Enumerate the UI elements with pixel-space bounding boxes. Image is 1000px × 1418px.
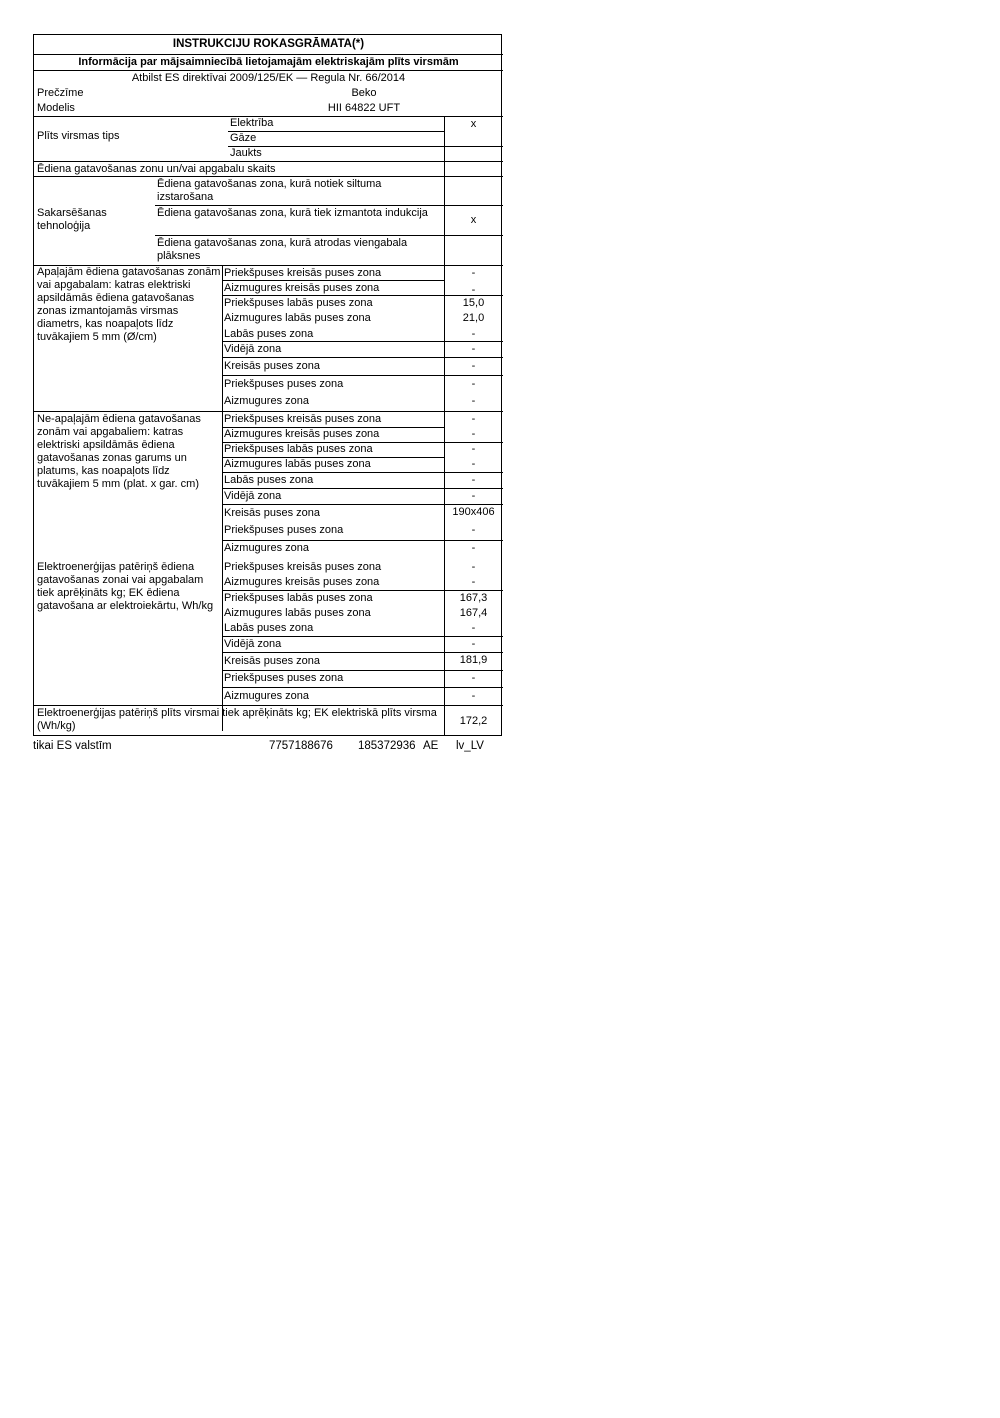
round-zone-value: -	[471, 328, 476, 340]
nonround-zone-name: Labās puses zona	[224, 474, 314, 486]
round-zone-name: Aizmugures labās puses zona	[224, 312, 371, 324]
energy-zone-value: 167,3	[459, 592, 488, 604]
nonround-zone-name: Aizmugures labās puses zona	[224, 458, 371, 470]
energy-zone-name: Priekšpuses puses zona	[224, 672, 344, 684]
nonround-zone-value: -	[471, 443, 476, 455]
nonround-zone-name: Priekšpuses kreisās puses zona	[224, 413, 382, 425]
nonround-zone-value: -	[471, 490, 476, 502]
nonround-zone-name: Priekšpuses puses zona	[224, 524, 344, 536]
footer-code-2: 185372936	[358, 740, 416, 752]
brand-value: Beko	[351, 87, 377, 99]
hob-type-electric: Elektrība	[230, 117, 274, 129]
nonround-zone-value: 190x406	[452, 506, 495, 518]
nonround-zone-value: -	[471, 474, 476, 486]
hob-type-gas: Gāze	[230, 132, 257, 144]
energy-zone-value: -	[471, 638, 476, 650]
heating-tech-value: x	[470, 214, 477, 226]
round-zone-value: 21,0	[462, 312, 485, 324]
energy-zone-name: Kreisās puses zona	[224, 655, 320, 667]
document-title: INSTRUKCIJU ROKASGRĀMATA(*)	[172, 38, 365, 50]
nonround-zone-value: -	[471, 428, 476, 440]
model-label: Modelis	[37, 102, 75, 114]
model-value: HII 64822 UFT	[327, 102, 401, 114]
energy-zone-name: Priekšpuses labās puses zona	[224, 592, 373, 604]
round-zone-value: -	[471, 267, 476, 279]
footer-note: tikai ES valstīm	[33, 740, 112, 752]
round-zone-name: Kreisās puses zona	[224, 360, 320, 372]
energy-zone-name: Aizmugures kreisās puses zona	[224, 576, 380, 588]
energy-zone-value: -	[471, 576, 476, 588]
nonround-zone-value: -	[471, 413, 476, 425]
energy-zone-name: Aizmugures labās puses zona	[224, 607, 371, 619]
directive-text: Atbilst ES direktīvai 2009/125/EK — Regula Nr. 66/2014	[131, 72, 406, 84]
energy-zone-name: Priekšpuses kreisās puses zona	[224, 561, 382, 573]
round-zone-name: Aizmugures kreisās puses zona	[224, 282, 380, 294]
round-zone-name: Priekšpuses kreisās puses zona	[224, 267, 382, 279]
nonround-zone-name: Vidējā zona	[224, 490, 282, 502]
round-zone-value: -	[471, 395, 476, 407]
round-zone-value: -	[471, 378, 476, 390]
footer-locale: lv_LV	[456, 740, 484, 752]
round-zones-label: Apaļajām ēdiena gatavošanas zonām vai apgabalam: katras elektriski apsildāmās ēdiena gatavošanas zonas izmantojamās virsmas diametrs, kas noapaļots līdz tuvākajiem 5 mm (Ø/cm)	[37, 266, 221, 343]
document-footer	[33, 740, 502, 754]
round-zone-value: 15,0	[462, 297, 485, 309]
round-zone-value: -	[471, 284, 476, 296]
nonround-zone-name: Aizmugures zona	[224, 542, 309, 554]
hob-type-label: Plīts virsmas tips	[37, 130, 120, 142]
energy-zone-value: -	[471, 622, 476, 634]
total-energy-value: 172,2	[459, 715, 488, 727]
nonround-zones-label: Ne-apaļajām ēdiena gatavošanas zonām vai apgabaliem: katras elektriski apsildāmās ēdiena gatavošanas zonas garums un platums, kas noapaļots līdz tuvākajiem 5 mm (plat. x gar. cm)	[37, 413, 201, 490]
round-zone-name: Priekšpuses labās puses zona	[224, 297, 373, 309]
energy-zone-value: -	[471, 690, 476, 702]
energy-label-document	[33, 34, 502, 736]
footer-code-3: AE	[423, 740, 439, 752]
energy-zone-value: -	[471, 672, 476, 684]
round-zone-value: -	[471, 343, 476, 355]
info-table	[33, 34, 502, 736]
round-zone-name: Aizmugures zona	[224, 395, 309, 407]
hob-type-electric-value: x	[470, 118, 477, 130]
nonround-zone-name: Aizmugures kreisās puses zona	[224, 428, 380, 440]
round-zone-value: -	[471, 360, 476, 372]
nonround-zone-name: Kreisās puses zona	[224, 507, 320, 519]
heating-tech-induction: Ēdiena gatavošanas zona, kurā tiek izmantota indukcija	[157, 207, 428, 219]
hob-type-mixed: Jaukts	[230, 147, 262, 159]
brand-label: Prečzīme	[37, 87, 84, 99]
nonround-zone-name: Priekšpuses labās puses zona	[224, 443, 373, 455]
energy-zone-value: 181,9	[459, 654, 488, 666]
round-zone-name: Vidējā zona	[224, 343, 282, 355]
zone-count-label: Ēdiena gatavošanas zonu un/vai apgabalu skaits	[37, 163, 276, 175]
round-zone-name: Priekšpuses puses zona	[224, 378, 344, 390]
energy-zone-value: -	[471, 561, 476, 573]
energy-zone-name: Vidējā zona	[224, 638, 282, 650]
document-subtitle: Informācija par mājsaimniecībā lietojamajām elektriskajām plīts virsmām	[78, 56, 459, 68]
energy-zone-name: Labās puses zona	[224, 622, 314, 634]
heating-tech-radiant: Ēdiena gatavošanas zona, kurā notiek siltuma izstarošana	[157, 178, 382, 203]
footer-code-1: 7757188676	[269, 740, 333, 752]
total-energy-label: Elektroenerģijas patēriņš plīts virsmai tiek aprēķināts kg; EK elektriskā plīts virsma (Wh/kg)	[37, 707, 437, 732]
energy-zones-label: Elektroenerģijas patēriņš ēdiena gatavošanas zonai vai apgabalam tiek aprēķināts kg; EK ēdiena gatavošana ar elektroiekārtu, Wh/kg	[37, 561, 214, 612]
heating-tech-label: Sakarsēšanas tehnoloģija	[37, 207, 107, 232]
energy-zone-name: Aizmugures zona	[224, 690, 309, 702]
energy-zone-value: 167,4	[459, 607, 488, 619]
nonround-zone-value: -	[471, 542, 476, 554]
heating-tech-solid-plate: Ēdiena gatavošanas zona, kurā atrodas viengabala plāksnes	[157, 237, 408, 262]
nonround-zone-value: -	[471, 458, 476, 470]
nonround-zone-value: -	[471, 524, 476, 536]
round-zone-name: Labās puses zona	[224, 328, 314, 340]
